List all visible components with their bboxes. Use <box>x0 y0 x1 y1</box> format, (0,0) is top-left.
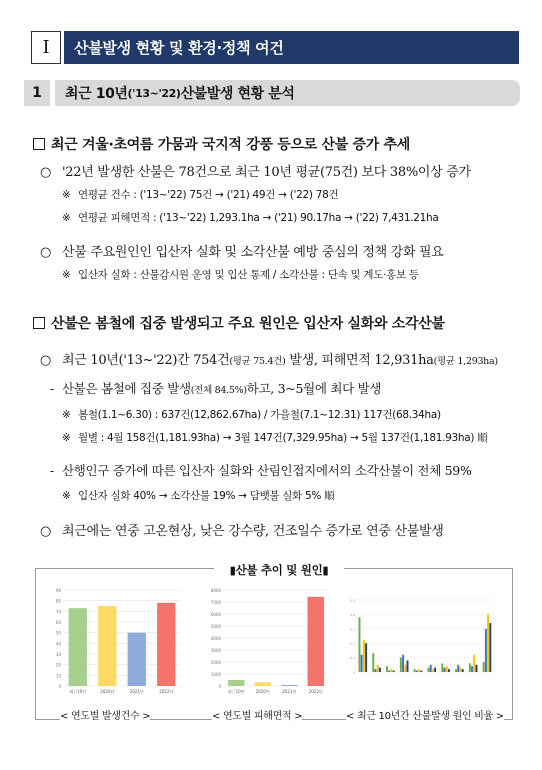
circle-bullet-icon: ○ <box>40 245 52 260</box>
bar <box>98 606 116 686</box>
chart-yearly-area <box>203 584 333 700</box>
y-tick-label: 0.1 <box>350 656 355 661</box>
y-tick-label: 8000 <box>210 588 221 593</box>
block1-note3: ※ 입산자 실화 : 산불감시원 운영 및 입산 통제 / 소각산불 : 단속 및 계도·홍보 등 <box>62 269 419 281</box>
bar <box>365 643 367 672</box>
y-tick-label: 4000 <box>210 636 221 641</box>
bar <box>471 666 473 672</box>
dash-bullet-icon: - <box>50 381 54 396</box>
bar <box>377 665 379 672</box>
y-tick-label: 6000 <box>210 612 221 617</box>
block2-note3: ※ 입산자 실화 40% → 소각산불 19% → 담뱃불 실화 5% 順 <box>62 490 335 502</box>
section-header <box>31 31 519 64</box>
section-number: I <box>31 31 61 64</box>
bar <box>427 668 429 672</box>
circle-bullet-icon: ○ <box>40 165 52 180</box>
bar <box>489 623 491 672</box>
bar <box>374 669 376 672</box>
bar <box>228 680 244 686</box>
bar <box>391 669 393 672</box>
block1-item1: ○ '22년 발생한 산불은 78건으로 최근 10년 평균(75건) 보다 38%이상 증가 <box>40 165 471 180</box>
bar <box>363 640 365 672</box>
y-tick-label: 1000 <box>210 672 221 677</box>
bar <box>379 668 381 672</box>
y-tick-label: 3000 <box>210 648 221 653</box>
bar <box>441 663 443 672</box>
note-mark-icon: ※ <box>62 432 71 444</box>
bar <box>255 682 271 686</box>
bar <box>393 671 395 672</box>
x-tick-label: 2022년 <box>308 689 323 694</box>
bar <box>281 685 297 686</box>
bar <box>469 663 471 672</box>
y-tick-label: 2000 <box>210 660 221 665</box>
block2-note2: ※ 월별 : 4월 158건(1,181.93ha) → 3월 147건(7,329.95ha) → 5월 137건(1,181.93ha) 順 <box>62 432 488 444</box>
block2-heading: 산불은 봄철에 집중 발생되고 주요 원인은 입산자 실화와 소각산불 <box>33 313 445 333</box>
bar <box>308 597 324 686</box>
bar <box>404 665 406 672</box>
y-tick-label: 0.3 <box>350 627 355 632</box>
bar <box>386 666 388 672</box>
y-tick-label: 0.4 <box>350 612 355 617</box>
block2-item2: ○ 최근에는 연중 고온현상, 낮은 강수량, 건조일수 증가로 연중 산불발생 <box>40 524 444 539</box>
block1-heading: 최근 겨울·초여름 가뭄과 국지적 강풍 등으로 산불 증가 추세 <box>33 134 410 154</box>
bar <box>407 660 409 672</box>
block1-note2: ※ 연평균 피해면적 : ('13~'22) 1,293.1ha → ('21) 90.17ha → ('22) 7,431.21ha <box>62 212 439 224</box>
section-title: 산불발생 현황 및 환경·정책 여건 <box>64 31 519 64</box>
x-tick-label: 최근10년 <box>227 689 245 694</box>
bar <box>434 668 436 672</box>
bar <box>430 665 432 672</box>
x-tick-label: 최근10년 <box>69 689 87 694</box>
y-tick-label: 30 <box>55 652 61 657</box>
bar <box>361 655 363 672</box>
bar <box>476 665 478 672</box>
y-tick-label: 0 <box>353 670 355 675</box>
bar <box>400 658 402 672</box>
bar <box>473 655 475 672</box>
subsection-title-range: ('13~'22) <box>127 86 181 100</box>
x-tick-label: 2022년 <box>159 689 174 694</box>
block2-dash1: - 산불은 봄철에 집중 발생(전체 84.5%)하고, 3~5월에 최다 발생 <box>50 381 382 396</box>
checkbox-square-icon <box>33 138 45 150</box>
bar <box>448 669 450 672</box>
block1-note1: ※ 연평균 건수 : ('13~'22) 75건 → ('21) 49건 → ('22) 78건 <box>62 189 339 201</box>
bar <box>443 668 445 672</box>
bar <box>457 665 459 672</box>
x-tick-label: 2020년 <box>255 689 270 694</box>
bar <box>487 614 489 672</box>
y-tick-label: 0 <box>218 684 221 689</box>
bar <box>157 603 175 686</box>
y-tick-label: 20 <box>55 662 61 668</box>
x-tick-label: 2021년 <box>129 689 144 694</box>
y-tick-label: 0.5 <box>350 598 355 603</box>
bar <box>485 629 487 672</box>
y-tick-label: 0.2 <box>350 641 355 646</box>
y-tick-label: 60 <box>55 620 61 625</box>
bar <box>460 668 462 672</box>
subsection-title-pre: 최근 10년 <box>65 86 128 102</box>
bar <box>414 669 416 672</box>
checkbox-square-icon <box>33 317 45 329</box>
bar <box>418 669 420 672</box>
chart-yearly-area-svg <box>203 584 333 700</box>
subsection-title <box>55 80 520 106</box>
block1-item2: ○ 산불 주요원인인 입산자 실화 및 소각산불 예방 중심의 정책 강화 필요 <box>40 245 444 260</box>
bar <box>128 633 146 686</box>
x-tick-label: 2021년 <box>282 689 297 694</box>
figure-caption-area: < 연도별 피해면적 > <box>212 707 302 722</box>
chart-cause-ratio <box>346 596 498 694</box>
figure-title: ▮산불 추이 및 원인▮ <box>214 562 344 578</box>
y-tick-label: 40 <box>55 641 61 647</box>
bar <box>420 671 422 672</box>
block2-dash2: - 산행인구 증가에 따른 입산자 실화와 산림인접지에서의 소각산불이 전체 59% <box>50 463 472 478</box>
y-tick-label: 70 <box>55 609 61 615</box>
subsection-number: 1 <box>24 80 50 106</box>
bar <box>69 608 87 686</box>
y-tick-label: 0 <box>58 684 61 689</box>
note-mark-icon: ※ <box>62 409 71 421</box>
bar <box>455 669 457 672</box>
bar <box>446 666 448 672</box>
subsection-title-post: 산불발생 현황 분석 <box>180 86 295 102</box>
circle-bullet-icon: ○ <box>40 353 52 368</box>
chart-cause-ratio-svg <box>346 596 498 694</box>
bar <box>432 669 434 672</box>
bar <box>372 653 374 672</box>
dash-bullet-icon: - <box>50 463 54 478</box>
subsection-header <box>24 80 520 106</box>
bar <box>416 671 418 672</box>
y-tick-label: 50 <box>55 630 61 636</box>
y-tick-label: 7000 <box>210 600 221 605</box>
bar <box>388 671 390 672</box>
bar <box>462 669 464 672</box>
bar <box>483 662 485 672</box>
bar <box>358 617 360 672</box>
y-tick-label: 10 <box>55 673 61 679</box>
y-tick-label: 90 <box>55 588 61 593</box>
chart-yearly-count-svg <box>43 584 185 700</box>
note-mark-icon: ※ <box>62 212 71 224</box>
block2-item1: ○ 최근 10년('13~'22)간 754건(평균 75.4건) 발생, 피해면적 12,931ha(평균 1,293ha) <box>40 353 498 368</box>
chart-yearly-count <box>43 584 185 700</box>
block2-note1: ※ 봄철(1.1~6.30) : 637건(12,862.67ha) / 가을철(7.1~12.31) 117건(68.34ha) <box>62 409 441 421</box>
note-mark-icon: ※ <box>62 490 71 502</box>
y-tick-label: 5000 <box>210 624 221 629</box>
x-tick-label: 2020년 <box>100 689 115 694</box>
figure-caption-count: < 연도별 발생건수 > <box>60 707 150 722</box>
note-mark-icon: ※ <box>62 189 71 201</box>
circle-bullet-icon: ○ <box>40 524 52 539</box>
figure-caption-cause: < 최근 10년간 산불발생 원인 비율 > <box>346 707 504 722</box>
note-mark-icon: ※ <box>62 269 71 281</box>
bar <box>402 655 404 672</box>
y-tick-label: 80 <box>55 598 61 604</box>
